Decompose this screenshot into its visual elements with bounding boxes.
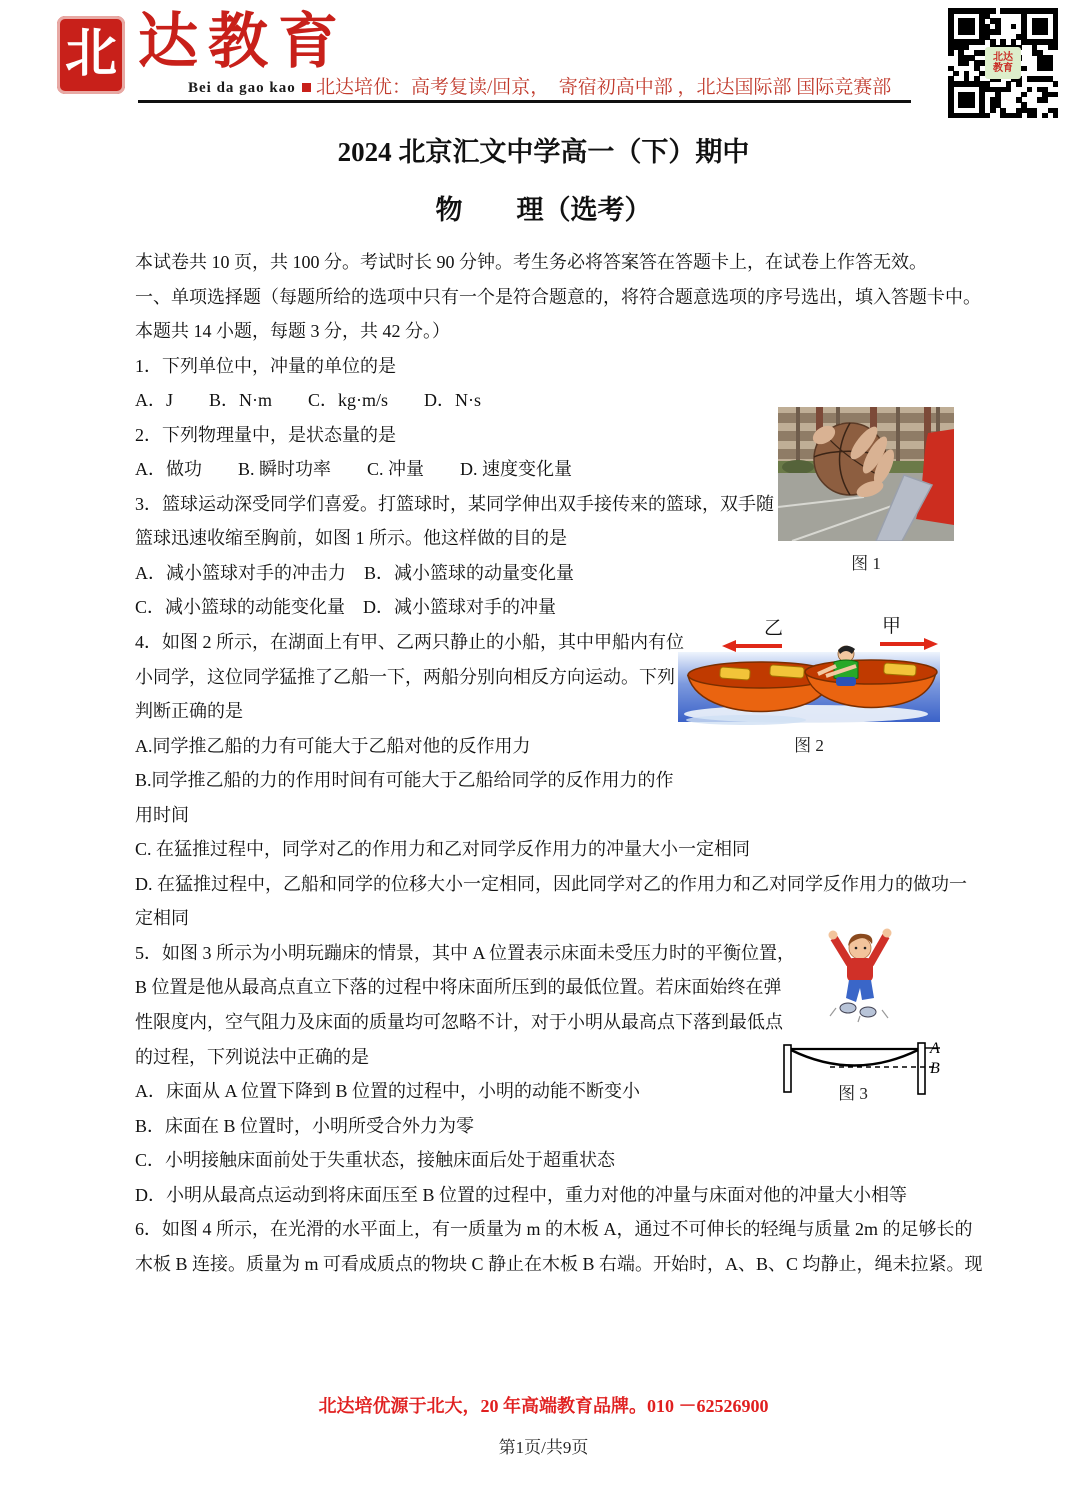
brand-subtitle: Bei da gao kao <box>188 80 311 97</box>
text-line: A．J B．N·m C．kg·m/s D．N·s <box>135 390 482 411</box>
red-square-icon <box>302 83 311 92</box>
text-line: C. 在猛推过程中，同学对乙的作用力和乙对同学反作用力的冲量大小一定相同 <box>135 839 751 860</box>
figure3-jumping-boy <box>822 924 898 1031</box>
text-line: B.同学推乙船的力的作用时间有可能大于乙船给同学的反作用力的作 <box>135 770 674 791</box>
boats-graphic <box>676 616 942 734</box>
text-line: 用时间 <box>135 804 189 825</box>
text-line: 5．如图 3 所示为小明玩蹦床的情景，其中 A 位置表示床面未受压力时的平衡位置， <box>135 942 796 963</box>
text-line: D．小明从最高点运动到将床面压至 B 位置的过程中，重力对他的冲量与床面对他的冲量大小相等 <box>135 1184 908 1205</box>
figure2-caption: 图 2 <box>794 736 824 755</box>
page-subtitle: 物 理（选考） <box>435 195 652 225</box>
figure3-caption: 图 3 <box>838 1084 868 1103</box>
text-line: 4．如图 2 所示，在湖面上有甲、乙两只静止的小船，其中甲船内有位 <box>135 632 684 653</box>
text-line: 6．如图 4 所示，在光滑的水平面上，有一质量为 m 的木板 A，通过不可伸长的轻绳与质量 2m 的足够长的 <box>135 1219 973 1240</box>
right-arrow-icon <box>880 638 938 650</box>
text-line: 定相同 <box>135 908 189 929</box>
seal-character: 北 <box>64 26 117 83</box>
text-line: 本题共 14 小题，每题 3 分，共 42 分。） <box>135 321 450 342</box>
text-line: D. 在猛推过程中，乙船和同学的位移大小一定相同，因此同学对乙的作用力和乙对同学反作用力的做功一 <box>135 873 967 894</box>
basketball-photo-graphic <box>778 407 954 541</box>
qr-code <box>948 8 1058 118</box>
text-line: 判断正确的是 <box>135 701 243 722</box>
footer-tagline: 北达培优源于北大，20 年高端教育品牌。010 －62526900 <box>318 1396 769 1416</box>
brand-name: 达教育 <box>138 9 348 75</box>
footer-page-number: 第1页/共9页 <box>498 1438 589 1457</box>
text-line: B．床面在 B 位置时，小明所受合外力为零 <box>135 1115 475 1136</box>
text-line: A.同学推乙船的力有可能大于乙船对他的反作用力 <box>135 735 531 756</box>
text-line: A．减小篮球对手的冲击力 B．减小篮球的动量变化量 <box>135 562 575 583</box>
figure2-boats-illustration <box>676 616 942 739</box>
qr-center-label: 北达 教育 <box>985 47 1021 79</box>
text-line: 性限度内，空气阻力及床面的质量均可忽略不计，对于小明从最高点下落到最低点 <box>135 1012 783 1033</box>
text-line: C．小明接触床面前处于失重状态，接触床面后处于超重状态 <box>135 1150 616 1171</box>
text-line: 的过程，下列说法中正确的是 <box>135 1046 369 1067</box>
text-line: 一、单项选择题（每题所给的选项中只有一个是符合题意的，将符合题意选项的序号选出，填入答题卡中。 <box>135 286 981 307</box>
text-line: A．做功 B. 瞬时功率 C. 冲量 D. 速度变化量 <box>135 459 573 480</box>
page-title: 2024 北京汇文中学高一（下）期中 <box>337 137 750 167</box>
boat-label-jia: 甲 <box>882 616 902 637</box>
text-line: 1．下列单位中，冲量的单位的是 <box>135 355 396 376</box>
header-rule <box>138 100 911 103</box>
text-line: 篮球迅速收缩至胸前，如图 1 所示。他这样做的目的是 <box>135 528 567 549</box>
figure1-basketball-photo <box>778 407 954 546</box>
position-label-b: B <box>930 1060 940 1077</box>
text-line: 本试卷共 10 页，共 100 分。考试时长 90 分钟。考生务必将答案答在答题卡上，在试卷上作答无效。 <box>135 252 927 272</box>
text-line: 木板 B 连接。质量为 m 可看成质点的物块 C 静止在木板 B 右端。开始时，A、B、C 均静止，绳未拉紧。现 <box>135 1253 983 1274</box>
figure1-caption: 图 1 <box>851 554 881 573</box>
text-line: A．床面从 A 位置下降到 B 位置的过程中，小明的动能不断变小 <box>135 1081 641 1102</box>
position-label-a: A <box>930 1040 940 1057</box>
text-line: 2．下列物理量中，是状态量的是 <box>135 424 396 445</box>
text-line: C．减小篮球的动能变化量 D．减小篮球对手的冲量 <box>135 597 557 618</box>
text-line: B 位置是他从最高点直立下落的过程中将床面所压到的最低位置。若床面始终在弹 <box>135 977 782 998</box>
jumping-boy-graphic <box>822 924 898 1026</box>
header-tagline: 北达培优：高考复读/回京， 寄宿初高中部 ，北达国际部 国际竞赛部 <box>316 77 892 98</box>
brand-seal-icon <box>57 16 125 94</box>
boat-label-yi: 乙 <box>764 618 784 639</box>
text-line: 3．篮球运动深受同学们喜爱。打篮球时，某同学伸出双手接传来的篮球，双手随 <box>135 493 774 514</box>
left-arrow-icon <box>722 640 782 652</box>
body-lines <box>135 245 1045 1281</box>
text-line: 小同学，这位同学猛推了乙船一下，两船分别向相反方向运动。下列 <box>135 666 675 687</box>
